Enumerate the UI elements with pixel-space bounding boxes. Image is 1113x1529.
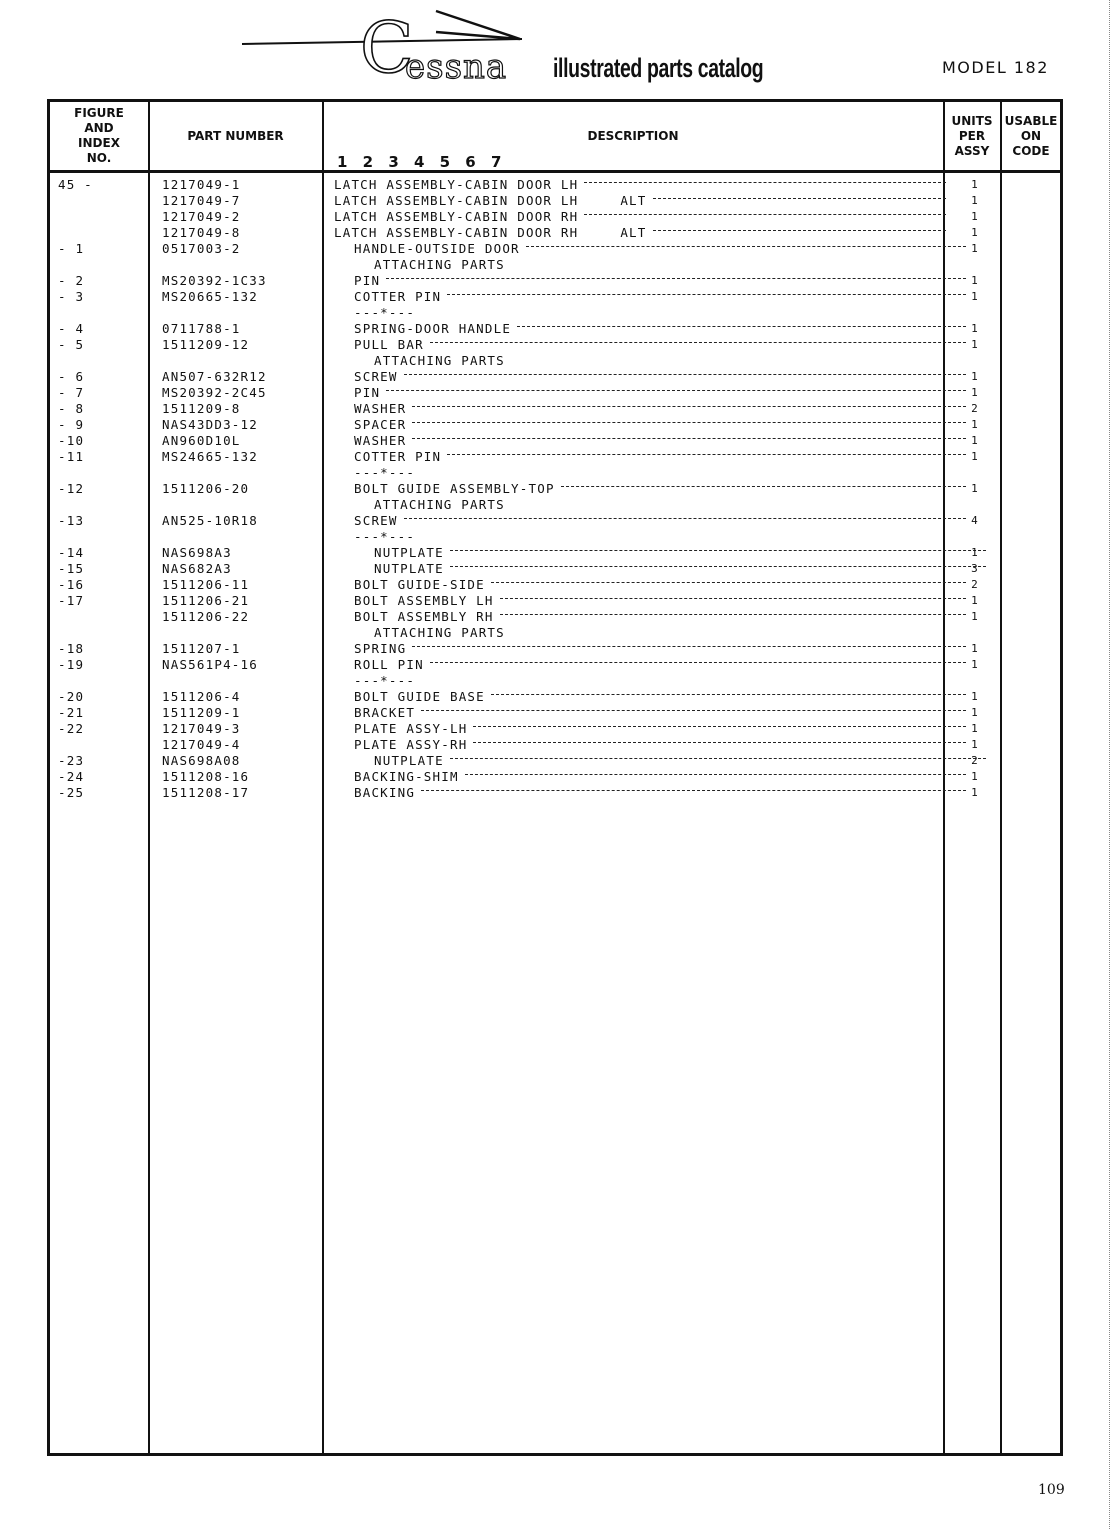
table-row xyxy=(50,337,1060,353)
units-per-assy-cell: 2 xyxy=(971,754,979,767)
table-row xyxy=(50,241,1060,257)
table-row xyxy=(50,641,1060,657)
description-text: WASHER xyxy=(354,401,407,416)
description-text: PLATE ASSY-LH xyxy=(354,721,468,736)
part-number-cell: 1217049-1 xyxy=(162,177,241,192)
part-number-cell: 0517003-2 xyxy=(162,241,241,256)
table-row xyxy=(50,609,1060,625)
page-edge-line xyxy=(1109,0,1110,1529)
units-per-assy-cell: 1 xyxy=(971,242,979,255)
figure-index-cell: -12 xyxy=(58,481,85,496)
description-cell xyxy=(334,369,966,385)
description-text: SCREW xyxy=(354,369,398,384)
description-cell xyxy=(334,609,966,625)
table-row xyxy=(50,529,1060,545)
table-row xyxy=(50,769,1060,785)
description-cell xyxy=(334,257,986,273)
dotted-leader xyxy=(473,742,966,743)
figure-index-cell: - 9 xyxy=(58,417,85,432)
description-cell xyxy=(334,577,966,593)
table-row xyxy=(50,561,1060,577)
description-text: BOLT ASSEMBLY RH xyxy=(354,609,494,624)
dotted-leader xyxy=(491,582,966,583)
dotted-leader xyxy=(653,198,946,199)
description-text: LATCH ASSEMBLY-CABIN DOOR RH xyxy=(334,225,579,240)
figure-index-cell: -25 xyxy=(58,785,85,800)
dotted-leader xyxy=(526,246,966,247)
part-number-cell: AN507-632R12 xyxy=(162,369,267,384)
alternate-marker: ALT xyxy=(620,225,647,240)
part-number-cell: 1511208-17 xyxy=(162,785,250,800)
part-number-cell: 1511207-1 xyxy=(162,641,241,656)
units-per-assy-cell: 1 xyxy=(971,226,979,239)
description-text: PULL BAR xyxy=(354,337,424,352)
description-cell xyxy=(334,193,946,209)
table-row xyxy=(50,321,1060,337)
description-cell xyxy=(334,529,966,545)
dotted-leader xyxy=(450,550,986,551)
table-row xyxy=(50,625,1060,641)
part-number-cell: 1511209-8 xyxy=(162,401,241,416)
description-cell xyxy=(334,321,966,337)
figure-index-cell: - 4 xyxy=(58,321,85,336)
cessna-logo xyxy=(240,8,540,88)
part-number-cell: 1511206-20 xyxy=(162,481,250,496)
dotted-leader xyxy=(421,790,966,791)
figure-index-cell: - 7 xyxy=(58,385,85,400)
figure-index-cell: -14 xyxy=(58,545,85,560)
description-text: SPRING xyxy=(354,641,407,656)
dotted-leader xyxy=(500,614,966,615)
units-per-assy-cell: 1 xyxy=(971,770,979,783)
units-per-assy-cell: 1 xyxy=(971,722,979,735)
part-number-cell: NAS43DD3-12 xyxy=(162,417,258,432)
dotted-leader xyxy=(412,646,966,647)
units-per-assy-cell: 1 xyxy=(971,178,979,191)
description-text: BOLT ASSEMBLY LH xyxy=(354,593,494,608)
description-text: ---*--- xyxy=(354,529,416,544)
dotted-leader xyxy=(517,326,966,327)
description-cell xyxy=(334,657,966,673)
table-row xyxy=(50,401,1060,417)
description-cell xyxy=(334,353,986,369)
part-number-cell: MS24665-132 xyxy=(162,449,258,464)
units-per-assy-cell: 1 xyxy=(971,786,979,799)
table-row xyxy=(50,177,1060,193)
part-number-cell: NAS682A3 xyxy=(162,561,232,576)
table-row xyxy=(50,737,1060,753)
description-cell xyxy=(334,289,966,305)
description-cell xyxy=(334,721,966,737)
header-part-number: PART NUMBER xyxy=(187,128,284,143)
description-cell xyxy=(334,641,966,657)
dotted-leader xyxy=(584,214,946,215)
figure-index-cell: - 8 xyxy=(58,401,85,416)
description-text: PIN xyxy=(354,385,381,400)
dotted-leader xyxy=(421,710,966,711)
part-number-cell: 1217049-2 xyxy=(162,209,241,224)
description-cell xyxy=(334,465,966,481)
description-cell xyxy=(334,401,966,417)
description-text: COTTER PIN xyxy=(354,449,442,464)
description-text: BRACKET xyxy=(354,705,416,720)
table-row xyxy=(50,385,1060,401)
description-text: ---*--- xyxy=(354,673,416,688)
dotted-leader xyxy=(653,230,946,231)
units-per-assy-cell: 1 xyxy=(971,546,979,559)
description-text: PLATE ASSY-RH xyxy=(354,737,468,752)
part-number-cell: NAS698A3 xyxy=(162,545,232,560)
description-text: NUTPLATE xyxy=(374,753,444,768)
units-per-assy-cell: 2 xyxy=(971,578,979,591)
dotted-leader xyxy=(450,566,986,567)
description-text: ROLL PIN xyxy=(354,657,424,672)
figure-index-cell: -23 xyxy=(58,753,85,768)
dotted-leader xyxy=(584,182,946,183)
table-row xyxy=(50,673,1060,689)
description-cell xyxy=(334,561,986,577)
dotted-leader xyxy=(447,454,966,455)
description-text: BOLT GUIDE BASE xyxy=(354,689,485,704)
figure-index-cell: 45 - xyxy=(58,177,93,192)
description-cell xyxy=(334,417,966,433)
description-cell xyxy=(334,481,966,497)
dotted-leader xyxy=(386,278,966,279)
table-row xyxy=(50,353,1060,369)
part-number-cell: 1217049-3 xyxy=(162,721,241,736)
description-text: SPRING-DOOR HANDLE xyxy=(354,321,512,336)
dotted-leader xyxy=(404,518,966,519)
description-text: BACKING xyxy=(354,785,416,800)
description-cell xyxy=(334,513,966,529)
description-cell xyxy=(334,433,966,449)
dotted-leader xyxy=(404,374,966,375)
figure-index-cell: -11 xyxy=(58,449,85,464)
header-usable-on-code: USABLE ON CODE xyxy=(1004,113,1058,158)
description-cell xyxy=(334,225,946,241)
model-label: MODEL 182 xyxy=(942,58,1049,77)
table-row xyxy=(50,481,1060,497)
figure-index-cell: -18 xyxy=(58,641,85,656)
dotted-leader xyxy=(450,758,986,759)
description-text: COTTER PIN xyxy=(354,289,442,304)
part-number-cell: 1217049-4 xyxy=(162,737,241,752)
description-cell xyxy=(334,177,946,193)
figure-index-cell: - 3 xyxy=(58,289,85,304)
part-number-cell: 1217049-8 xyxy=(162,225,241,240)
dotted-leader xyxy=(561,486,966,487)
description-cell xyxy=(334,385,966,401)
dotted-leader xyxy=(473,726,966,727)
table-row xyxy=(50,785,1060,801)
units-per-assy-cell: 1 xyxy=(971,658,979,671)
page-header xyxy=(0,0,1113,95)
description-cell xyxy=(334,705,966,721)
table-row xyxy=(50,513,1060,529)
description-text: BOLT GUIDE ASSEMBLY-TOP xyxy=(354,481,555,496)
table-row xyxy=(50,577,1060,593)
page-number: 109 xyxy=(1038,1482,1065,1498)
dotted-leader xyxy=(412,438,966,439)
description-cell xyxy=(334,625,986,641)
dotted-leader xyxy=(465,774,966,775)
description-text: ATTACHING PARTS xyxy=(374,353,505,368)
units-per-assy-cell: 4 xyxy=(971,514,979,527)
part-number-cell: NAS561P4-16 xyxy=(162,657,258,672)
table-row xyxy=(50,449,1060,465)
figure-index-cell: - 6 xyxy=(58,369,85,384)
description-text: SPACER xyxy=(354,417,407,432)
description-text: ---*--- xyxy=(354,305,416,320)
description-cell xyxy=(334,337,966,353)
units-per-assy-cell: 1 xyxy=(971,450,979,463)
description-text: LATCH ASSEMBLY-CABIN DOOR LH xyxy=(334,193,579,208)
description-cell xyxy=(334,449,966,465)
description-text: PIN xyxy=(354,273,381,288)
description-cell xyxy=(334,305,966,321)
table-row xyxy=(50,465,1060,481)
description-text: ATTACHING PARTS xyxy=(374,257,505,272)
figure-index-cell: -15 xyxy=(58,561,85,576)
dotted-leader xyxy=(447,294,966,295)
table-row xyxy=(50,369,1060,385)
dotted-leader xyxy=(491,694,966,695)
table-row xyxy=(50,289,1060,305)
parts-table xyxy=(47,99,1063,1456)
part-number-cell: MS20392-2C45 xyxy=(162,385,267,400)
table-row xyxy=(50,705,1060,721)
table-row xyxy=(50,497,1060,513)
units-per-assy-cell: 1 xyxy=(971,690,979,703)
description-cell xyxy=(334,593,966,609)
description-cell xyxy=(334,497,986,513)
figure-index-cell: -19 xyxy=(58,657,85,672)
description-cell xyxy=(334,689,966,705)
units-per-assy-cell: 1 xyxy=(971,194,979,207)
description-text: BACKING-SHIM xyxy=(354,769,459,784)
units-per-assy-cell: 1 xyxy=(971,386,979,399)
units-per-assy-cell: 1 xyxy=(971,706,979,719)
part-number-cell: AN525-10R18 xyxy=(162,513,258,528)
units-per-assy-cell: 2 xyxy=(971,402,979,415)
description-cell xyxy=(334,737,966,753)
units-per-assy-cell: 1 xyxy=(971,290,979,303)
description-cell xyxy=(334,273,966,289)
figure-index-cell: - 2 xyxy=(58,273,85,288)
figure-index-cell: -10 xyxy=(58,433,85,448)
description-cell xyxy=(334,753,986,769)
units-per-assy-cell: 1 xyxy=(971,338,979,351)
table-row xyxy=(50,257,1060,273)
table-row xyxy=(50,545,1060,561)
table-row xyxy=(50,305,1060,321)
table-header xyxy=(50,102,1060,173)
description-cell xyxy=(334,241,966,257)
description-text: ATTACHING PARTS xyxy=(374,625,505,640)
part-number-cell: AN960D10L xyxy=(162,433,241,448)
brand-name: essna xyxy=(405,47,508,87)
dotted-leader xyxy=(412,406,966,407)
indent-level-digits: 1 2 3 4 5 6 7 xyxy=(337,153,507,171)
description-text: ---*--- xyxy=(354,465,416,480)
units-per-assy-cell: 1 xyxy=(971,210,979,223)
figure-index-cell: -24 xyxy=(58,769,85,784)
units-per-assy-cell: 1 xyxy=(971,434,979,447)
units-per-assy-cell: 1 xyxy=(971,274,979,287)
part-number-cell: 1511208-16 xyxy=(162,769,250,784)
header-units-per-assy: UNITS PER ASSY xyxy=(951,113,993,158)
description-cell xyxy=(334,673,966,689)
dotted-leader xyxy=(430,342,966,343)
description-cell xyxy=(334,209,946,225)
figure-index-cell: -20 xyxy=(58,689,85,704)
table-row xyxy=(50,657,1060,673)
figure-index-cell: - 1 xyxy=(58,241,85,256)
table-row xyxy=(50,209,1060,225)
header-description: DESCRIPTION xyxy=(587,128,679,143)
description-text: NUTPLATE xyxy=(374,545,444,560)
description-cell xyxy=(334,769,966,785)
table-row xyxy=(50,689,1060,705)
description-text: SCREW xyxy=(354,513,398,528)
header-figure-index: FIGURE AND INDEX NO. xyxy=(74,106,124,165)
figure-index-cell: - 5 xyxy=(58,337,85,352)
table-row xyxy=(50,721,1060,737)
description-text: NUTPLATE xyxy=(374,561,444,576)
units-per-assy-cell: 1 xyxy=(971,610,979,623)
table-row xyxy=(50,273,1060,289)
table-row xyxy=(50,593,1060,609)
description-cell xyxy=(334,545,986,561)
units-per-assy-cell: 1 xyxy=(971,594,979,607)
figure-index-cell: -21 xyxy=(58,705,85,720)
dotted-leader xyxy=(386,390,966,391)
units-per-assy-cell: 1 xyxy=(971,370,979,383)
part-number-cell: 1511206-11 xyxy=(162,577,250,592)
description-text: BOLT GUIDE-SIDE xyxy=(354,577,485,592)
units-per-assy-cell: 1 xyxy=(971,642,979,655)
dotted-leader xyxy=(412,422,966,423)
part-number-cell: 1217049-7 xyxy=(162,193,241,208)
part-number-cell: 1511209-12 xyxy=(162,337,250,352)
units-per-assy-cell: 3 xyxy=(971,562,979,575)
figure-index-cell: -13 xyxy=(58,513,85,528)
table-row xyxy=(50,417,1060,433)
part-number-cell: 1511209-1 xyxy=(162,705,241,720)
part-number-cell: 1511206-22 xyxy=(162,609,250,624)
part-number-cell: 0711788-1 xyxy=(162,321,241,336)
units-per-assy-cell: 1 xyxy=(971,418,979,431)
figure-index-cell: -17 xyxy=(58,593,85,608)
part-number-cell: MS20665-132 xyxy=(162,289,258,304)
table-row xyxy=(50,753,1060,769)
alternate-marker: ALT xyxy=(620,193,647,208)
part-number-cell: MS20392-1C33 xyxy=(162,273,267,288)
units-per-assy-cell: 1 xyxy=(971,322,979,335)
table-row xyxy=(50,433,1060,449)
dotted-leader xyxy=(430,662,966,663)
dotted-leader xyxy=(500,598,966,599)
units-per-assy-cell: 1 xyxy=(971,738,979,751)
units-per-assy-cell: 1 xyxy=(971,482,979,495)
part-number-cell: NAS698A08 xyxy=(162,753,241,768)
description-cell xyxy=(334,785,966,801)
description-text: LATCH ASSEMBLY-CABIN DOOR RH xyxy=(334,209,579,224)
figure-index-cell: -22 xyxy=(58,721,85,736)
brand-initial: C xyxy=(360,7,414,89)
figure-index-cell: -16 xyxy=(58,577,85,592)
description-text: ATTACHING PARTS xyxy=(374,497,505,512)
description-text: WASHER xyxy=(354,433,407,448)
table-row xyxy=(50,193,1060,209)
catalog-title: illustrated parts catalog xyxy=(553,53,764,83)
part-number-cell: 1511206-4 xyxy=(162,689,241,704)
description-text: HANDLE-OUTSIDE DOOR xyxy=(354,241,520,256)
table-row xyxy=(50,225,1060,241)
description-text: LATCH ASSEMBLY-CABIN DOOR LH xyxy=(334,177,579,192)
part-number-cell: 1511206-21 xyxy=(162,593,250,608)
